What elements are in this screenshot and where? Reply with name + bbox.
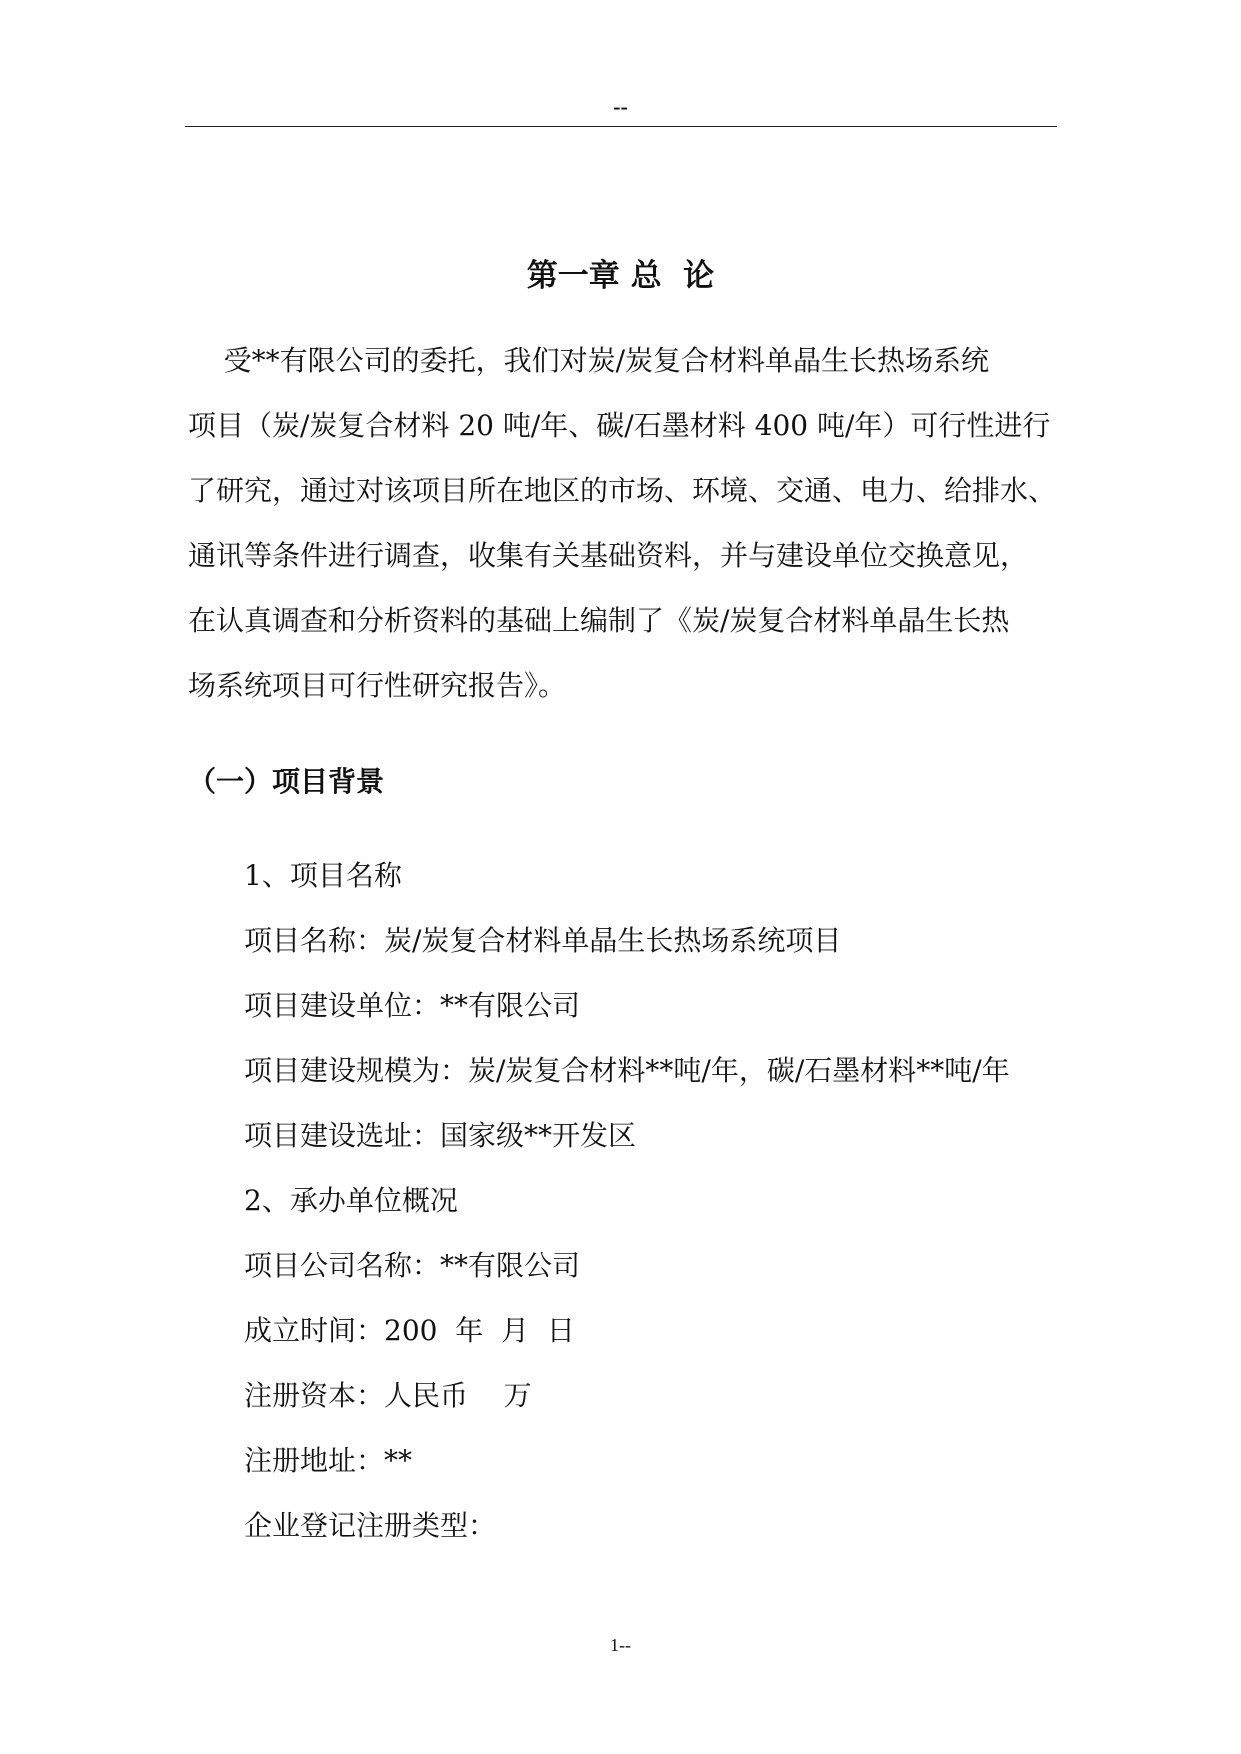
project-info-list: [244, 858, 1064, 1573]
list-item: 项目公司名称：**有限公司: [244, 1249, 581, 1282]
intro-line: 了研究，通过对该项目所在地区的市场、环境、交通、电力、给排水、: [188, 474, 1057, 507]
intro-line: 场系统项目可行性研究报告》。: [188, 669, 567, 702]
list-item: 成立时间：200 年 月 日: [244, 1314, 575, 1347]
list-item: 项目建设选址：国家级**开发区: [244, 1119, 637, 1152]
intro-line: 通讯等条件进行调查，收集有关基础资料，并与建设单位交换意见，: [188, 539, 1029, 572]
subsection-heading-company-overview: 2、承办单位概况: [244, 1184, 458, 1217]
intro-paragraph: [188, 343, 1058, 733]
section-heading-project-background: （一）项目背景: [188, 765, 385, 798]
subsection-heading-project-name: 1、项目名称: [244, 859, 402, 892]
intro-line: 在认真调查和分析资料的基础上编制了《炭/炭复合材料单晶生长热: [188, 604, 1010, 637]
list-item: 项目建设单位：**有限公司: [244, 989, 581, 1022]
chapter-title: 第一章 总 论: [526, 258, 715, 294]
intro-line: 受**有限公司的委托，我们对炭/炭复合材料单晶生长热场系统: [188, 344, 990, 377]
list-item: 项目名称：炭/炭复合材料单晶生长热场系统项目: [244, 924, 842, 957]
list-item: 注册地址：**: [244, 1444, 413, 1477]
page-number: 1--: [610, 1635, 631, 1655]
list-item: 注册资本：人民币 万: [244, 1379, 532, 1412]
intro-line: 项目（炭/炭复合材料 20 吨/年、碳/石墨材料 400 吨/年）可行性进行: [188, 409, 1051, 442]
header-divider: [185, 126, 1057, 127]
page-header-mark: --: [613, 94, 628, 119]
list-item: 项目建设规模为：炭/炭复合材料**吨/年，碳/石墨材料**吨/年: [244, 1054, 1010, 1087]
list-item: 企业登记注册类型：: [244, 1509, 497, 1542]
